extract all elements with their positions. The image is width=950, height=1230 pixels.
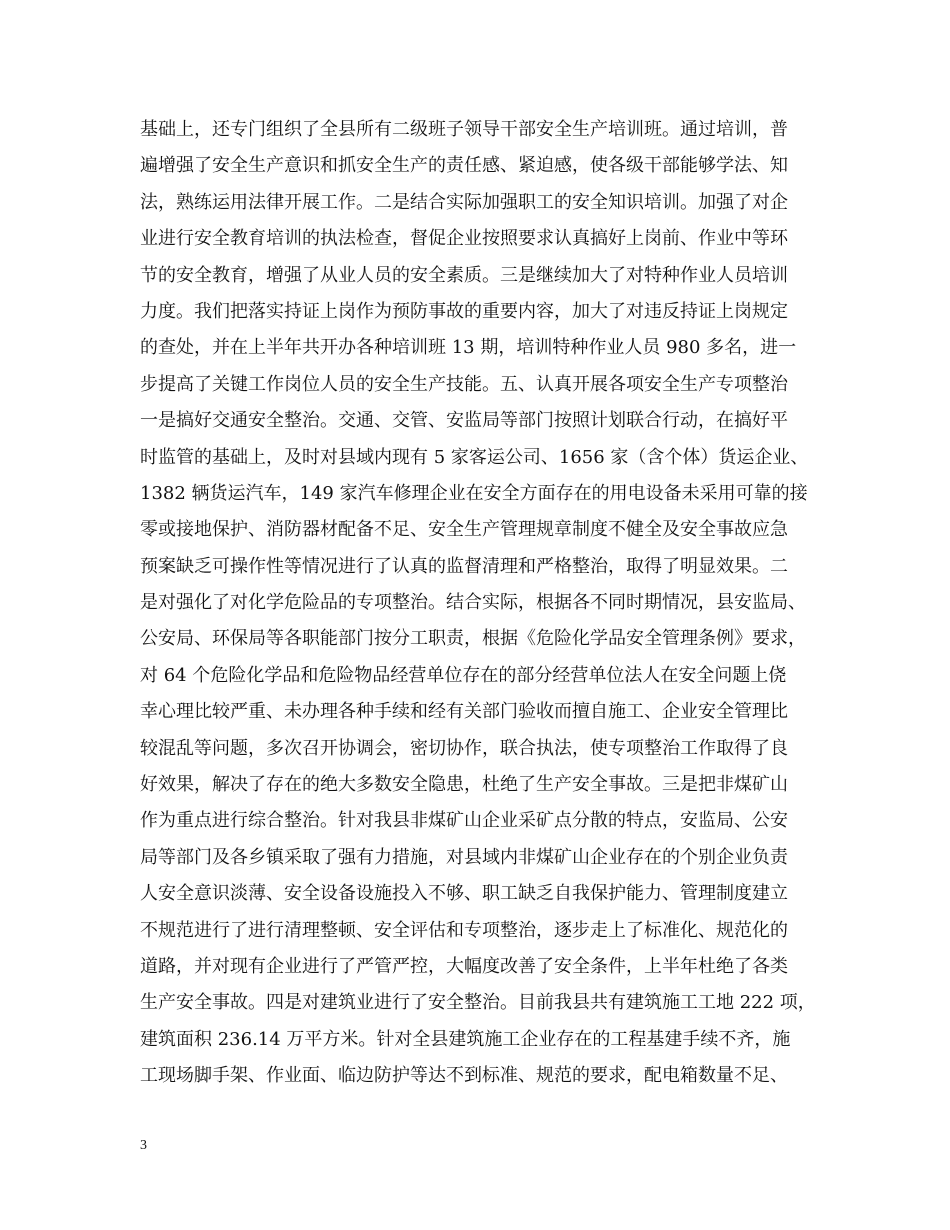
text-line: 时监管的基础上，及时对县域内现有 5 家客运公司、1656 家（含个体）货运企业、 [140, 446, 809, 468]
text-line: 局等部门及各乡镇采取了强有力措施，对县域内非煤矿山企业存在的个别企业负责 [140, 846, 788, 868]
text-line: 力度。我们把落实持证上岗作为预防事故的重要内容，加大了对违反持证上岗规定 [140, 300, 788, 322]
text-line: 1382 辆货运汽车，149 家汽车修理企业在安全方面存在的用电设备未采用可靠的接 [140, 482, 808, 504]
text-line: 人安全意识淡薄、安全设备设施投入不够、职工缺乏自我保护能力、管理制度建立 [140, 883, 788, 905]
text-line: 作为重点进行综合整治。针对我县非煤矿山企业采矿点分散的特点，安监局、公安 [140, 810, 788, 832]
text-line: 工现场脚手架、作业面、临边防护等达不到标准、规范的要求，配电箱数量不足、 [140, 1065, 788, 1087]
text-line: 是对强化了对化学危险品的专项整治。结合实际，根据各不同时期情况，县安监局、 [140, 592, 806, 614]
text-line: 预案缺乏可操作性等情况进行了认真的监督清理和严格整治，取得了明显效果。二 [140, 555, 788, 577]
text-line: 幸心理比较严重、未办理各种手续和经有关部门验收而擅自施工、企业安全管理比 [140, 701, 788, 723]
text-line: 对 64 个危险化学品和危险物品经营单位存在的部分经营单位法人在安全问题上侥 [140, 664, 787, 686]
text-line: 零或接地保护、消防器材配备不足、安全生产管理规章制度不健全及安全事故应急 [140, 519, 788, 541]
text-line: 的查处，并在上半年共开办各种培训班 13 期，培训特种作业人员 980 多名，进一 [140, 337, 797, 359]
text-line: 基础上，还专门组织了全县所有二级班子领导干部安全生产培训班。通过培训，普 [140, 119, 788, 140]
text-line: 一是搞好交通安全整治。交通、交管、安监局等部门按照计划联合行动，在搞好平 [140, 410, 788, 432]
text-line: 公安局、环保局等各职能部门按分工职责，根据《危险化学品安全管理条例》要求， [140, 628, 806, 650]
text-line: 业进行安全教育培训的执法检查，督促企业按照要求认真搞好上岗前、作业中等环 [140, 228, 788, 250]
text-line: 法，熟练运用法律开展工作。二是结合实际加强职工的安全知识培训。加强了对企 [140, 191, 788, 213]
text-line: 好效果，解决了存在的绝大多数安全隐患，杜绝了生产安全事故。三是把非煤矿山 [140, 774, 788, 796]
text-line: 不规范进行了进行清理整顿、安全评估和专项整治，逐步走上了标准化、规范化的 [140, 919, 788, 941]
text-line: 节的安全教育，增强了从业人员的安全素质。三是继续加大了对特种作业人员培训 [140, 264, 788, 286]
body-text [140, 112, 820, 1095]
text-line: 遍增强了安全生产意识和抓安全生产的责任感、紧迫感，使各级干部能够学法、知 [140, 155, 788, 177]
text-line: 建筑面积 236.14 万平方米。针对全县建筑施工企业存在的工程基建手续不齐，施 [140, 1028, 791, 1050]
text-line: 道路，并对现有企业进行了严管严控，大幅度改善了安全条件，上半年杜绝了各类 [140, 955, 788, 977]
text-line: 步提高了关键工作岗位人员的安全生产技能。五、认真开展各项安全生产专项整治 [140, 373, 788, 395]
page-number: 3 [140, 1138, 147, 1153]
text-line: 较混乱等问题，多次召开协调会，密切协作，联合执法，使专项整治工作取得了良 [140, 737, 788, 759]
text-line: 生产安全事故。四是对建筑业进行了安全整治。目前我县共有建筑施工工地 222 项， [140, 992, 816, 1014]
